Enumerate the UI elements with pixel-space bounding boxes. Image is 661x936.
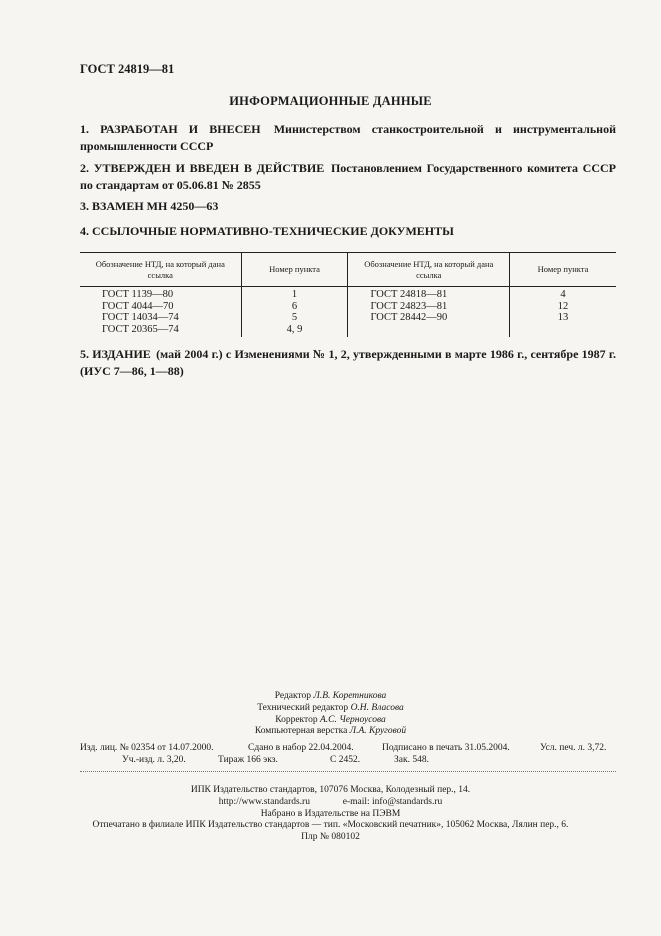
- doc-ref: ГОСТ 20365—74: [102, 323, 179, 335]
- credit-tech-editor: [0, 703, 661, 715]
- item-number: 5.: [80, 347, 89, 361]
- table-header: Номер пункта: [241, 253, 348, 287]
- footer-divider: [80, 771, 616, 772]
- item-lead: ИЗДАНИЕ: [92, 347, 151, 361]
- reference-table: [80, 252, 616, 337]
- credit-person: О.Н. Власова: [350, 702, 404, 713]
- doc-ref: ГОСТ 28442—90: [370, 312, 448, 323]
- table-header: Номер пункта: [510, 253, 616, 287]
- point-number: 12: [557, 300, 569, 312]
- credit-label: Технический редактор: [257, 702, 349, 713]
- page-title: ИНФОРМАЦИОННЫЕ ДАННЫЕ: [229, 94, 432, 108]
- plr-line: Плр № 080102: [301, 832, 360, 843]
- credit-layout: [0, 726, 661, 738]
- footer-block: [0, 785, 661, 844]
- email-text: e-mail: info@standards.ru: [342, 796, 443, 807]
- right-docs-cell: [348, 287, 510, 338]
- item-lead: УТВЕРЖДЕН И ВВЕДЕН В ДЕЙСТВИЕ: [93, 161, 325, 175]
- item-text: Постановлением Государственного комитета СССР по стандартам от 05.06.81 № 2855: [80, 161, 617, 192]
- point-number: 4: [560, 289, 566, 300]
- pages-text: С 2452.: [330, 755, 361, 765]
- point-number: 13: [557, 312, 569, 323]
- credit-person: Л.В. Коретникова: [313, 691, 387, 701]
- run-text: Тираж 166 экз.: [218, 755, 278, 765]
- credit-person: Л.А. Круговой: [349, 726, 407, 737]
- credits-block: [0, 691, 661, 738]
- doc-code: ГОСТ 24819—81: [80, 62, 175, 76]
- signed-text: Подписано в печать 31.05.2004.: [382, 743, 510, 753]
- credit-label: Редактор: [274, 691, 312, 701]
- right-points-cell: [510, 287, 616, 338]
- doc-ref: ГОСТ 24818—81: [370, 289, 448, 300]
- doc-ref: ГОСТ 1139—80: [102, 289, 174, 300]
- info-item-2: [80, 160, 616, 194]
- info-item-1: [80, 121, 616, 155]
- credit-editor: [0, 691, 661, 703]
- item-lead: ССЫЛОЧНЫЕ НОРМАТИВНО-ТЕХНИЧЕСКИЕ ДОКУМЕНТЫ: [92, 224, 454, 238]
- item-number: 4.: [80, 224, 89, 238]
- sent-to-set-text: Сдано в набор 22.04.2004.: [248, 743, 354, 753]
- info-item-3: [80, 198, 616, 215]
- credit-label: Компьютерная верстка: [254, 726, 348, 737]
- left-points-cell: [241, 287, 348, 338]
- table-header: Обозначение НТД, на который дана ссылка: [348, 253, 510, 287]
- point-number: 1: [291, 289, 298, 300]
- point-number: 6: [291, 300, 298, 312]
- credit-person: А.С. Черноусова: [319, 714, 386, 725]
- typeset-line: Набрано в Издательстве на ПЭВМ: [260, 808, 401, 819]
- item-text: Министерством станкостроительной и инструментальной промышленности СССР: [80, 122, 617, 153]
- item-text: (май 2004 г.) с Изменениями № 1, 2, утвержденными в марте 1986 г., сентябре 1987 г. (ИУС 7—86, 1—88): [80, 347, 617, 378]
- contacts-line: [0, 797, 661, 809]
- table-row: [80, 287, 616, 338]
- print-sheets-text: Усл. печ. л. 3,72.: [540, 743, 607, 753]
- doc-ref: ГОСТ 24823—81: [370, 300, 448, 312]
- info-item-4: [80, 223, 616, 240]
- order-text: Зак. 548.: [394, 755, 429, 765]
- pub-sheets-text: Уч.-изд. л. 3,20.: [122, 755, 186, 765]
- left-docs-cell: [80, 287, 241, 338]
- item-number: 3.: [80, 199, 89, 213]
- table-header: Обозначение НТД, на который дана ссылка: [80, 253, 241, 287]
- point-number: 4, 9: [286, 323, 303, 335]
- credit-corrector: [0, 715, 661, 727]
- credit-label: Корректор: [275, 714, 318, 725]
- doc-ref: ГОСТ 14034—74: [102, 312, 179, 323]
- doc-ref: ГОСТ 4044—70: [102, 300, 174, 312]
- table-header-row: [80, 253, 616, 287]
- item-lead: ВЗАМЕН МН 4250—63: [92, 199, 219, 213]
- item-lead: РАЗРАБОТАН И ВНЕСЕН: [100, 122, 261, 136]
- printed-line: Отпечатано в филиале ИПК Издательство стандартов — тип. «Московский печатник», 105062 Москва, Лялин пер., 6.: [92, 820, 569, 831]
- item-number: 1.: [80, 122, 89, 136]
- info-item-5: [80, 346, 616, 380]
- license-text: Изд. лиц. № 02354 от 14.07.2000.: [80, 743, 214, 753]
- website-link: http://www.standards.ru: [218, 796, 310, 807]
- publisher-line: ИПК Издательство стандартов, 107076 Москва, Колодезный пер., 14.: [190, 785, 471, 795]
- item-number: 2.: [80, 161, 89, 175]
- point-number: 5: [291, 312, 298, 323]
